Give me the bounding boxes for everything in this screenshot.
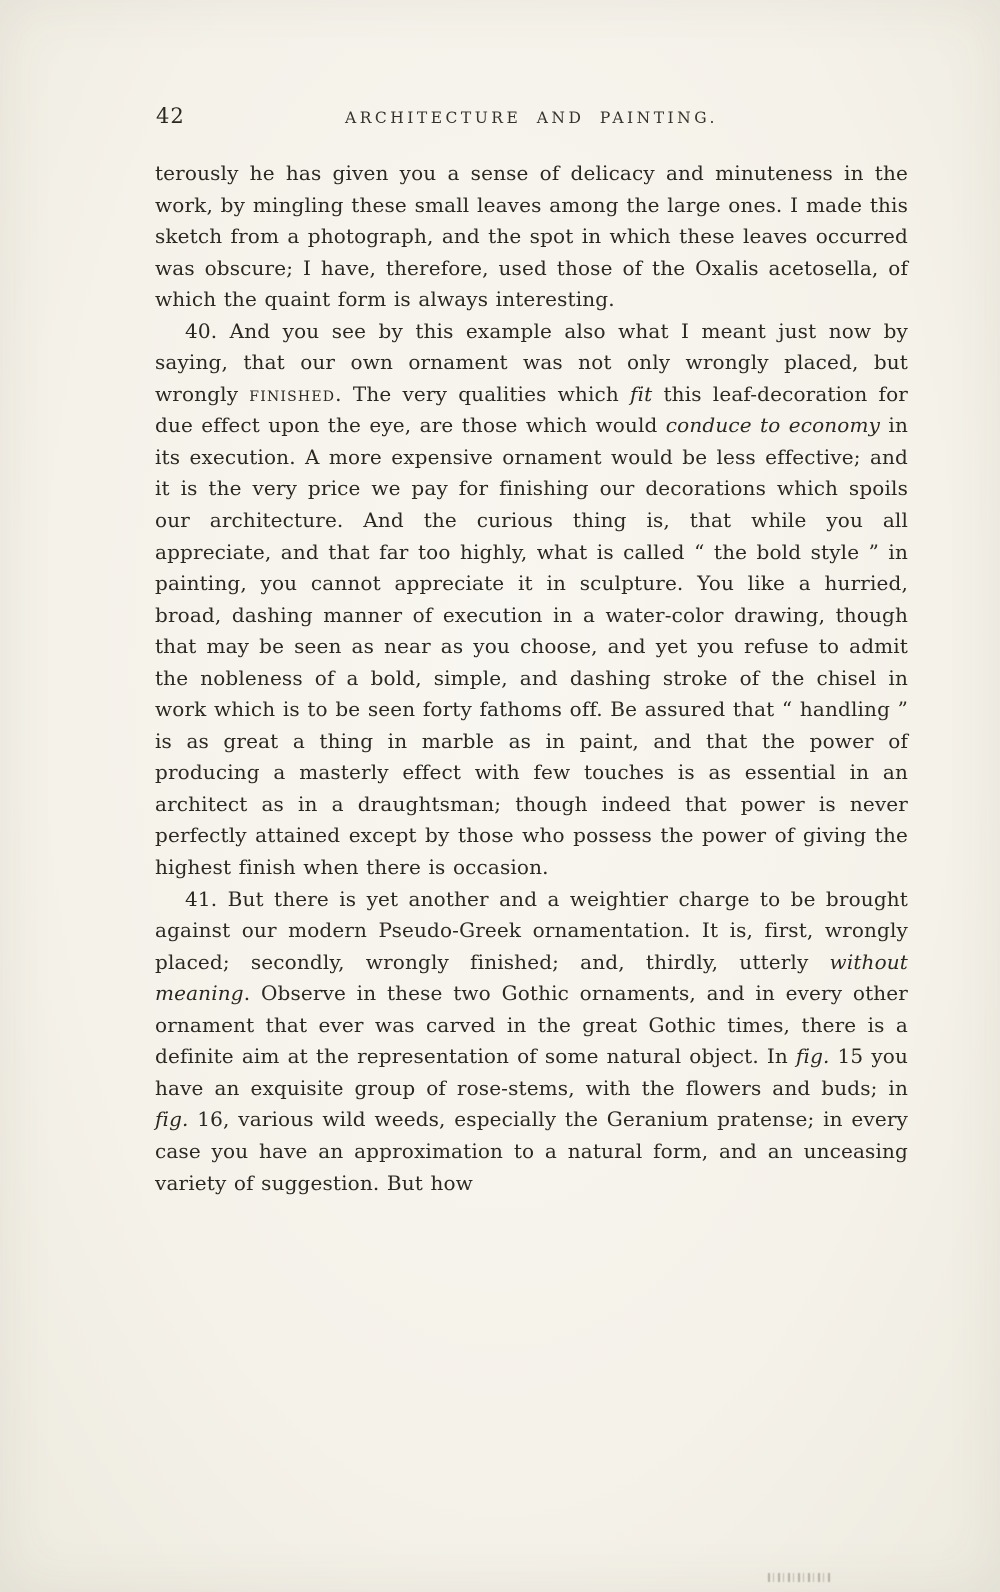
paragraph — [155, 884, 908, 1199]
italic-text-run: fig. — [795, 1044, 830, 1069]
italic-text-run: fit — [630, 381, 653, 406]
italic-text-run: conduce to economy — [665, 413, 881, 438]
text-run: this leaf-decoration for due effect upon the eye, are those which would — [155, 381, 908, 438]
text-run: 41. But there is yet another and a weightier charge to be brought against our modern Pseudo-Greek ornamentation. It is, first, wrongly placed; secondly, wrongly finished; and, thirdly, utterly — [155, 886, 908, 974]
small-caps-text-run: finished — [249, 381, 336, 406]
page-header — [155, 103, 908, 131]
page-number: 42 — [156, 104, 185, 128]
text-run: 40. And you see by this example also what I meant just now by saying, that our own ornament was not only wrongly placed, but wrongly — [155, 318, 908, 406]
italic-text-run: fig. — [155, 1107, 189, 1132]
text-run: 16, various wild weeds, especially the Geranium pratense; in every case you have an approximation to a natural form, and an unceasing variety of suggestion. But how — [155, 1107, 908, 1195]
italic-text-run: without meaning — [155, 949, 908, 1006]
paragraph — [155, 316, 908, 884]
page-body — [155, 158, 908, 1199]
text-run: in its execution. A more expensive ornament would be less effective; and it is the very price we pay for finishing our decorations which spoils our architecture. And the curious thing is, that while you all appreciate, and that far too highly, what is called “ the bold style ” in painting, you cannot appreciate it in sculpture. You like a hurried, broad, dashing manner of execution in a water-color drawing, though that may be seen as near as you choose, and yet you refuse to admit the nobleness of a bold, simple, and dashing stroke of the chisel in work which is to be seen forty fathoms off. Be assured that “ handling ” is as great a thing in marble as in paint, and that the power of producing a masterly effect with few touches is as essential in an architect as in a draughtsman; though indeed that power is never perfectly attained except by those who possess the power of giving the highest finish when there is occasion. — [155, 413, 908, 880]
scan-artifact — [768, 1573, 830, 1582]
text-run: . The very qualities which — [335, 381, 631, 406]
text-run: 15 you have an exquisite group of rose-stems, with the flowers and buds; in — [155, 1044, 909, 1100]
paragraph — [155, 158, 908, 316]
text-run: . Observe in these two Gothic ornaments, and in every other ornament that ever was carved in the great Gothic times, there is a definite aim at the representation of some natural object. In — [155, 981, 908, 1069]
running-header: ARCHITECTURE AND PAINTING. — [345, 109, 718, 127]
text-run: terously he has given you a sense of delicacy and minuteness in the work, by mingling these small leaves among the large ones. I made this sketch from a photograph, and the spot in which these leaves occurred was obscure; I have, therefore, used those of the Oxalis acetosella, of which the quaint form is always interesting. — [155, 161, 908, 312]
